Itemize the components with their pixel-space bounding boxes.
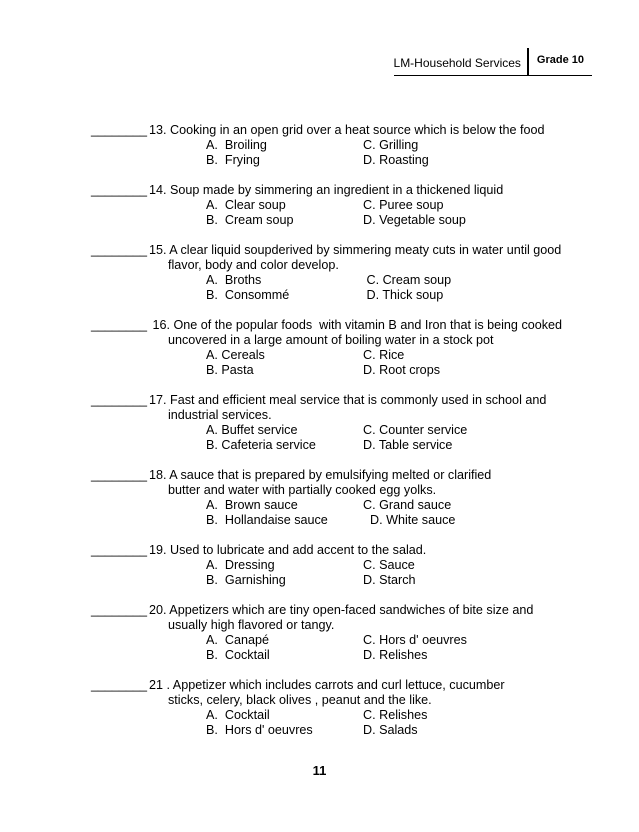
answer-choice: A. Canapé [206, 633, 270, 647]
question-item [91, 543, 611, 588]
answer-choice: C. Counter service [363, 423, 468, 437]
answer-choice: B. Cafeteria service [206, 438, 316, 452]
choice-row [91, 288, 611, 303]
choice-row [91, 138, 611, 153]
question-stem [91, 123, 611, 138]
answer-choice: A. Cereals [206, 348, 265, 362]
answer-blank: ________ [91, 468, 148, 482]
answer-choice: C. Hors d' oeuvres [363, 633, 467, 647]
answer-choice: A. Broiling [206, 138, 267, 152]
choice-row [91, 213, 611, 228]
answer-choice: B. Cocktail [206, 648, 270, 662]
answer-choice: C. Relishes [363, 708, 428, 722]
question-text: 15. A clear liquid soupderived by simmering meaty cuts in water until good [149, 243, 562, 257]
answer-choice: B. Cream soup [206, 213, 294, 227]
answer-blank: ________ [91, 678, 148, 692]
question-text: 20. Appetizers which are tiny open-faced sandwiches of bite size and [149, 603, 534, 617]
choice-row [91, 513, 611, 528]
answer-blank: ________ [91, 123, 148, 137]
answer-choice: D. Relishes [363, 648, 428, 662]
choice-row [91, 633, 611, 648]
question-item [91, 123, 611, 168]
answer-choice: A. Broths [206, 273, 262, 287]
choice-row [91, 438, 611, 453]
question-text: 16. One of the popular foods with vitamin B and Iron that is being cooked [149, 318, 563, 332]
question-stem [91, 243, 611, 258]
question-item [91, 678, 611, 738]
grade-label: Grade 10 [527, 48, 592, 76]
answer-blank: ________ [91, 603, 148, 617]
question-text-continued: flavor, body and color develop. [168, 258, 339, 272]
choice-row [91, 573, 611, 588]
question-item [91, 318, 611, 378]
answer-choice: A. Cocktail [206, 708, 270, 722]
answer-choice: D. Vegetable soup [363, 213, 466, 227]
answer-blank: ________ [91, 393, 148, 407]
answer-choice: C. Grilling [363, 138, 419, 152]
answer-choice: D. Root crops [363, 363, 440, 377]
answer-blank: ________ [91, 318, 148, 332]
question-text: 14. Soup made by simmering an ingredient in a thickened liquid [149, 183, 504, 197]
answer-choice: B. Hollandaise sauce [206, 513, 328, 527]
question-text: 21 . Appetizer which includes carrots and curl lettuce, cucumber [149, 678, 505, 692]
answer-choice: C. Sauce [363, 558, 415, 572]
question-stem [91, 468, 611, 483]
question-item [91, 393, 611, 453]
answer-choice: D. White sauce [363, 513, 456, 527]
answer-choice: C. Rice [363, 348, 405, 362]
page-header [394, 48, 592, 76]
question-text: 17. Fast and efficient meal service that is commonly used in school and [149, 393, 547, 407]
question-text: 18. A sauce that is prepared by emulsifying melted or clarified [149, 468, 492, 482]
question-item [91, 468, 611, 528]
answer-choice: B. Frying [206, 153, 260, 167]
answer-choice: D. Starch [363, 573, 416, 587]
answer-choice: B. Hors d' oeuvres [206, 723, 313, 737]
answer-choice: B. Consommé [206, 288, 290, 302]
answer-choice: C. Grand sauce [363, 498, 452, 512]
question-stem [91, 678, 611, 693]
answer-choice: C. Puree soup [363, 198, 444, 212]
question-text-continued: industrial services. [168, 408, 272, 422]
answer-choice: D. Salads [363, 723, 418, 737]
answer-choice: A. Buffet service [206, 423, 298, 437]
answer-choice: A. Dressing [206, 558, 275, 572]
choice-row [91, 348, 611, 363]
answer-choice: B. Garnishing [206, 573, 286, 587]
choice-row [91, 198, 611, 213]
choice-row [91, 723, 611, 738]
question-text-continued: sticks, celery, black olives , peanut and the like. [168, 693, 432, 707]
answer-blank: ________ [91, 183, 148, 197]
answer-choice: B. Pasta [206, 363, 254, 377]
question-text-continued: uncovered in a large amount of boiling water in a stock pot [168, 333, 494, 347]
choice-row [91, 498, 611, 513]
answer-choice: D. Roasting [363, 153, 429, 167]
question-text: 13. Cooking in an open grid over a heat source which is below the food [149, 123, 545, 137]
choice-row [91, 708, 611, 723]
question-text: 19. Used to lubricate and add accent to the salad. [149, 543, 427, 557]
question-stem [91, 183, 611, 198]
answer-choice: A. Clear soup [206, 198, 286, 212]
question-item [91, 603, 611, 663]
choice-row [91, 153, 611, 168]
question-item [91, 243, 611, 303]
answer-choice: D. Thick soup [363, 288, 444, 302]
choice-row [91, 558, 611, 573]
answer-blank: ________ [91, 543, 148, 557]
question-stem [91, 318, 611, 333]
question-text-continued: butter and water with partially cooked egg yolks. [168, 483, 437, 497]
answer-choice: A. Brown sauce [206, 498, 298, 512]
choice-row [91, 423, 611, 438]
answer-blank: ________ [91, 243, 148, 257]
subject-title: LM-Household Services [394, 48, 527, 76]
question-stem [91, 603, 611, 618]
question-item [91, 183, 611, 228]
question-text-continued: usually high flavored or tangy. [168, 618, 335, 632]
choice-row [91, 648, 611, 663]
choice-row [91, 363, 611, 378]
answer-choice: C. Cream soup [363, 273, 452, 287]
choice-row [91, 273, 611, 288]
question-list [91, 123, 611, 753]
question-stem [91, 543, 611, 558]
answer-choice: D. Table service [363, 438, 453, 452]
page-number: 11 [312, 763, 327, 778]
question-stem [91, 393, 611, 408]
